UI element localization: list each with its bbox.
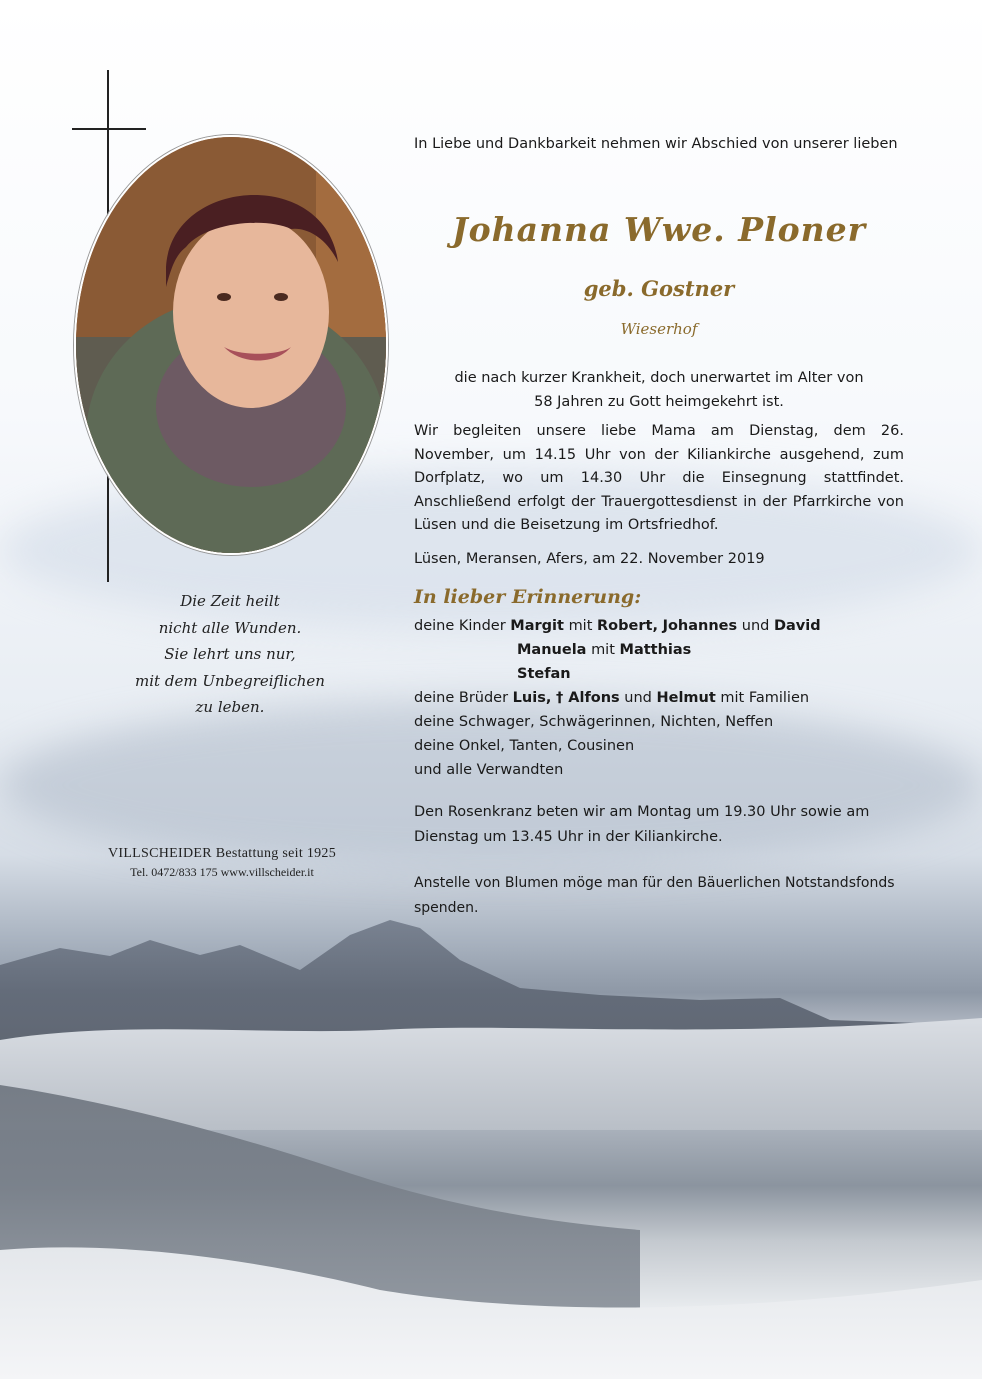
memory-heading: In lieber Erinnerung: (414, 586, 642, 608)
flowers-line: Anstelle von Blumen möge man für den Bäuerlichen Notstandsfonds (414, 875, 895, 891)
undertaker-contact: Tel. 0472/833 175 www.villscheider.it (130, 865, 314, 879)
family-line-all: und alle Verwandten (414, 762, 564, 778)
family-line-inlaws: deine Schwager, Schwägerinnen, Nichten, Neffen (414, 714, 774, 730)
family-connector: mit (591, 642, 615, 658)
place-date: Lüsen, Meransen, Afers, am 22. November 2019 (414, 551, 765, 567)
undertaker-info (72, 846, 372, 880)
family-member: Johannes (662, 618, 738, 634)
family-line-child (414, 662, 904, 686)
family-member: Helmut (656, 690, 716, 706)
family-list (414, 614, 904, 782)
family-prefix: deine Kinder (414, 618, 506, 634)
family-connector: mit (568, 618, 593, 634)
family-member: Manuela (517, 642, 587, 658)
family-line-children (414, 614, 904, 638)
death-line: 58 Jahren zu Gott heimgekehrt ist. (534, 394, 784, 410)
family-member: Stefan (517, 666, 571, 682)
rosary-line: Den Rosenkranz beten wir am Montag um 19.30 Uhr sowie am (414, 804, 870, 820)
maiden-name: geb. Gostner (583, 276, 735, 301)
family-member: † Alfons (555, 690, 620, 706)
family-member: Luis, (512, 690, 552, 706)
family-suffix: mit Familien (720, 690, 810, 706)
quote-line: mit dem Unbegreiflichen (135, 671, 325, 690)
flowers-notice (414, 871, 904, 921)
portrait-photo (74, 135, 388, 555)
quote-line: zu leben. (195, 698, 265, 716)
family-member: Matthias (619, 642, 692, 658)
farm-name: Wieserhof (620, 320, 698, 338)
death-line: die nach kurzer Krankheit, doch unerwartet im Alter von (454, 370, 864, 386)
undertaker-name: VILLSCHEIDER (107, 846, 212, 861)
death-notice (414, 366, 904, 414)
family-member: Robert, (597, 618, 658, 634)
quote-line: Die Zeit heilt (180, 592, 280, 610)
flowers-line: spenden. (414, 900, 479, 916)
quote-line: Sie lehrt uns nur, (164, 645, 296, 663)
family-prefix: deine Brüder (414, 690, 509, 706)
family-connector: und (624, 690, 652, 706)
family-member: Margit (510, 618, 564, 634)
undertaker-tagline: Bestattung seit 1925 (215, 846, 337, 861)
fog-sea (0, 1018, 982, 1130)
mountain-landscape (0, 900, 982, 1379)
rosary-notice (414, 800, 904, 850)
intro-text: In Liebe und Dankbarkeit nehmen wir Abschied von unserer lieben (414, 136, 898, 152)
family-line-child (414, 638, 904, 662)
family-member: David (773, 618, 821, 634)
family-line-relatives: deine Onkel, Tanten, Cousinen (414, 738, 635, 754)
rosary-line: Dienstag um 13.45 Uhr in der Kiliankirche. (414, 829, 723, 845)
portrait-illustration (76, 137, 386, 553)
quote-line: nicht alle Wunden. (158, 618, 302, 637)
deceased-name: Johanna Wwe. Ploner (451, 210, 867, 249)
memorial-quote (110, 588, 350, 721)
cross-horizontal-bar (72, 128, 146, 130)
undertaker-name-line (72, 846, 372, 862)
family-connector: und (741, 618, 770, 634)
family-line-brothers (414, 686, 904, 710)
funeral-details: Wir begleiten unsere liebe Mama am Dienstag, dem 26. November, um 14.15 Uhr von der Kiliankirche ausgehend, zum Dorfplatz, wo um 14.30 Uhr die Einsegnung stattfindet. Anschließend erfolgt der Trauergottesdienst in der Pfarrkirche von Lüsen und die Beisetzung im Ortsfriedhof. (414, 423, 904, 533)
